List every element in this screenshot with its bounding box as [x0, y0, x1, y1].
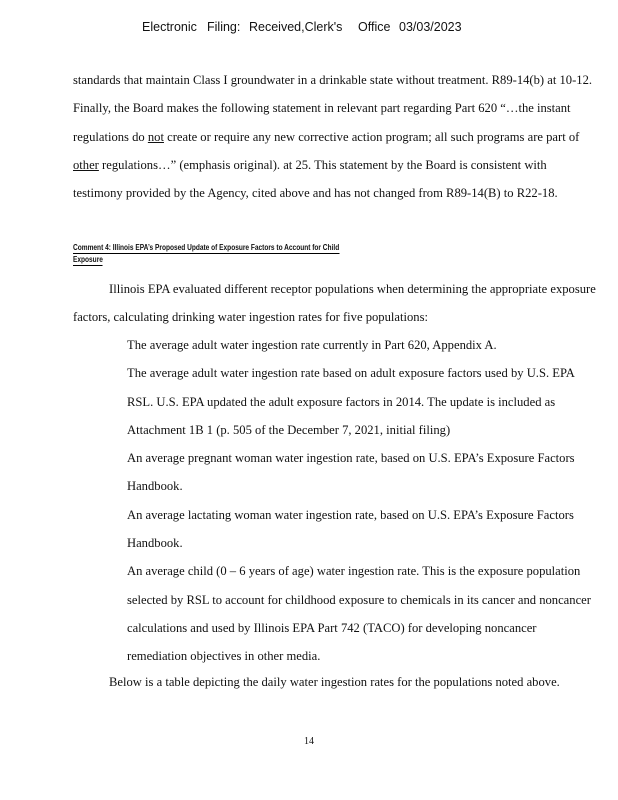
- header-date: 03/03/2023: [399, 20, 462, 34]
- emphasis-not: not: [147, 129, 164, 144]
- paragraph-text: regulations…” (emphasis original). at 25. This statement by the Board is consistent with testimony provided by the Agency, cited above and has not changed from R89-14(B) to R22-18.: [73, 157, 558, 201]
- header-office: Office: [358, 20, 391, 34]
- list-item: [73, 557, 598, 670]
- comment-heading: [73, 242, 458, 266]
- list-item-text: An average lactating woman water ingestion rate, based on U.S. EPA’s Exposure Factors Handbook.: [127, 507, 574, 551]
- list-item-text: The average adult water ingestion rate based on adult exposure factors used by U.S. EPA RSL. U.S. EPA updated the adult exposure factors in 2014. The update is included as Attachment 1B 1 (p. 505 of the December 7, 2021, initial filing): [127, 366, 575, 437]
- list-item-text: An average pregnant woman water ingestion rate, based on U.S. EPA’s Exposure Factors Handbook.: [127, 451, 575, 494]
- list-item-text: An average child (0 – 6 years of age) water ingestion rate. This is the exposure population selected by RSL to account for childhood exposure to chemicals in its cancer and noncancer calculations and used by Illinois EPA Part 742 (TACO) for developing noncancer remediation objectives in other media.: [127, 564, 591, 664]
- paragraph-table-intro: Below is a table depicting the daily water ingestion rates for the populations noted above.: [109, 675, 560, 689]
- paragraph-receptor-populations: Illinois EPA evaluated different receptor populations when determining the appropriate exposure factors, calculating drinking water ingestion rates for five populations:: [73, 282, 596, 325]
- header-electronic: Electronic: [142, 20, 197, 34]
- list-item: [73, 331, 598, 359]
- comment-heading-line2: Exposure: [73, 255, 103, 264]
- emphasis-other: other: [73, 157, 99, 172]
- header-received: Received,Clerk's: [249, 20, 343, 34]
- comment-heading-line1: Comment 4: Illinois EPA’s Proposed Update of Exposure Factors to Account for Child: [73, 243, 340, 252]
- list-item: [73, 444, 598, 501]
- list-item-text: The average adult water ingestion rate currently in Part 620, Appendix A.: [127, 338, 497, 352]
- population-list: [73, 331, 598, 671]
- paragraph-text: create or require any new corrective action program; all such programs are part of: [163, 129, 580, 144]
- list-item: [73, 501, 598, 558]
- page-number: 14: [304, 736, 314, 747]
- paragraph-board-statement: [73, 66, 598, 207]
- list-item: [73, 359, 598, 444]
- paragraph-text: standards that maintain Class I groundwater in a drinkable state without treatment. R89-14(b) at 10-12. Finally, the Board makes the following statement in relevant part regarding Part 620 “…the instant regulations do: [73, 73, 593, 144]
- header-filing: Filing:: [207, 20, 241, 34]
